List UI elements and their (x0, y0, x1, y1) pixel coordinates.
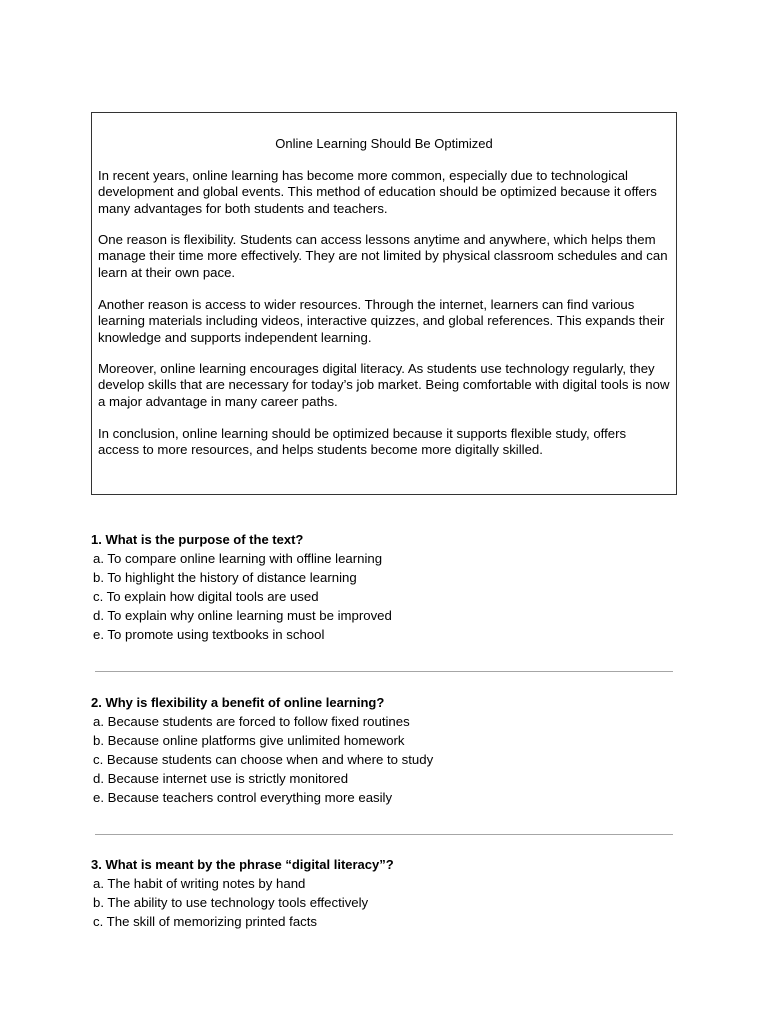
question-text: 2. Why is flexibility a benefit of online learning? (91, 695, 385, 710)
answer-option-e: e. To promote using textbooks in school (93, 627, 325, 642)
question-1 (91, 530, 691, 644)
answer-option-a: a. Because students are forced to follow fixed routines (93, 714, 410, 729)
question-3 (91, 855, 691, 931)
answer-option-c: c. To explain how digital tools are used (93, 589, 319, 604)
passage-paragraph-1: In recent years, online learning has become more common, especially due to technological development and global events. This method of education should be optimized because it offers many advantages for both students and teachers. (98, 168, 657, 216)
answer-option-d: d. Because internet use is strictly monitored (93, 771, 349, 786)
question-2 (91, 693, 691, 807)
answer-option-d: d. To explain why online learning must be improved (93, 608, 392, 623)
answer-option-a: a. To compare online learning with offline learning (93, 551, 383, 566)
question-text: 3. What is meant by the phrase “digital literacy”? (91, 857, 394, 872)
question-divider (95, 834, 673, 835)
passage-paragraph-5: In conclusion, online learning should be optimized because it supports flexible study, offers access to more resources, and helps students become more digitally skilled. (98, 426, 627, 458)
question-divider (95, 671, 673, 672)
answer-option-a: a. The habit of writing notes by hand (93, 876, 306, 891)
answer-option-c: c. Because students can choose when and where to study (93, 752, 434, 767)
answer-option-b: b. The ability to use technology tools effectively (93, 895, 369, 910)
passage-paragraph-4: Moreover, online learning encourages digital literacy. As students use technology regularly, they develop skills that are necessary for today’s job market. Being comfortable with digital tools is now a major advantage in many career paths. (98, 361, 670, 409)
question-text: 1. What is the purpose of the text? (91, 532, 304, 547)
passage-title: Online Learning Should Be Optimized (275, 136, 493, 151)
answer-option-c: c. The skill of memorizing printed facts (93, 914, 318, 929)
passage-paragraph-3: Another reason is access to wider resources. Through the internet, learners can find various learning materials including videos, interactive quizzes, and global references. This expands their knowledge and supports independent learning. (98, 297, 665, 345)
answer-option-b: b. Because online platforms give unlimited homework (93, 733, 405, 748)
reading-passage-box (91, 112, 677, 495)
passage-paragraph-2: One reason is flexibility. Students can access lessons anytime and anywhere, which helps them manage their time more effectively. They are not limited by physical classroom schedules and can learn at their own pace. (98, 232, 668, 280)
answer-option-e: e. Because teachers control everything more easily (93, 790, 393, 805)
answer-option-b: b. To highlight the history of distance learning (93, 570, 357, 585)
